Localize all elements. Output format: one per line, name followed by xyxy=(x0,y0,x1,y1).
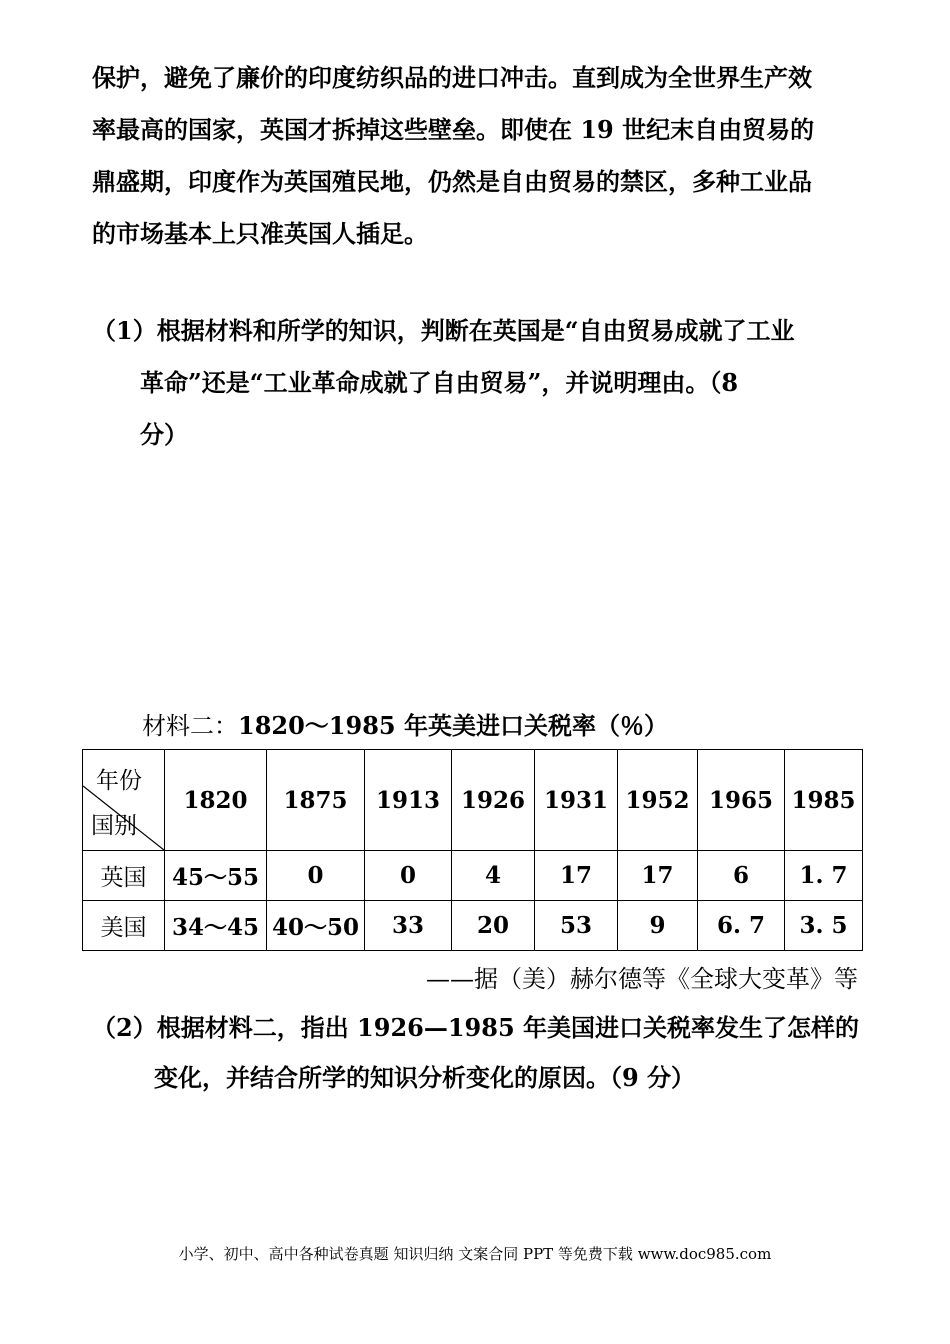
table-cell: 40～50 xyxy=(267,901,365,951)
question-2-line-1: （2）根据材料二，指出 1926—1985 年美国进口关税率发生了怎样的 xyxy=(92,1013,860,1042)
material-2-label: 材料二： xyxy=(142,712,238,740)
year-header: 1926 xyxy=(452,750,535,851)
material-2-title: 1820～1985 年英美进口关税率（％） xyxy=(238,711,668,740)
source-citation: ——据（美）赫尔德等《全球大变革》等 xyxy=(426,965,858,993)
table-cell: 0 xyxy=(365,851,452,901)
header-country-label: 国别 xyxy=(91,813,137,839)
table-header-row xyxy=(83,750,863,851)
year-header: 1985 xyxy=(785,750,863,851)
year-header: 1952 xyxy=(618,750,698,851)
year-header: 1875 xyxy=(267,750,365,851)
table-cell: 6 xyxy=(698,851,785,901)
page-footer: 小学、初中、高中各种试卷真题 知识归纳 文案合同 PPT 等免费下载 www.doc985.com xyxy=(178,1245,772,1263)
year-header: 1965 xyxy=(698,750,785,851)
header-year-label: 年份 xyxy=(96,768,142,794)
table-row xyxy=(83,901,863,951)
passage-line: 鼎盛期，印度作为英国殖民地，仍然是自由贸易的禁区，多种工业品 xyxy=(92,167,812,196)
diagonal-header-cell xyxy=(83,750,165,851)
table-cell: 6. 7 xyxy=(698,901,785,951)
year-header: 1913 xyxy=(365,750,452,851)
passage-line: 的市场基本上只准英国人插足。 xyxy=(92,219,428,248)
table-cell: 45～55 xyxy=(165,851,267,901)
table-row xyxy=(83,851,863,901)
question-1-line-1: （1）根据材料和所学的知识，判断在英国是“自由贸易成就了工业 xyxy=(92,316,795,345)
tariff-table xyxy=(82,749,863,951)
question-1-line-3: 分） xyxy=(140,420,188,449)
material-2-caption xyxy=(142,702,668,750)
table-cell: 1. 7 xyxy=(785,851,863,901)
country-cell: 美国 xyxy=(83,901,165,951)
table-cell: 4 xyxy=(452,851,535,901)
year-header: 1820 xyxy=(165,750,267,851)
passage-line: 保护，避免了廉价的印度纺织品的进口冲击。直到成为全世界生产效 xyxy=(92,63,812,92)
table-cell: 9 xyxy=(618,901,698,951)
passage-line: 率最高的国家，英国才拆掉这些壁垒。即使在 19 世纪末自由贸易的 xyxy=(92,115,815,144)
table-cell: 20 xyxy=(452,901,535,951)
table-cell: 53 xyxy=(535,901,618,951)
table-cell: 17 xyxy=(618,851,698,901)
country-cell: 英国 xyxy=(83,851,165,901)
table-cell: 3. 5 xyxy=(785,901,863,951)
question-1-line-2: 革命”还是“工业革命成就了自由贸易”，并说明理由。（8 xyxy=(140,368,739,397)
table-cell: 17 xyxy=(535,851,618,901)
year-header: 1931 xyxy=(535,750,618,851)
question-2 xyxy=(92,1003,867,1103)
question-1 xyxy=(92,305,867,461)
table-cell: 34～45 xyxy=(165,901,267,951)
question-2-line-2: 变化，并结合所学的知识分析变化的原因。（9 分） xyxy=(154,1063,696,1092)
passage-paragraph xyxy=(92,52,862,260)
table-cell: 33 xyxy=(365,901,452,951)
table-cell: 0 xyxy=(267,851,365,901)
